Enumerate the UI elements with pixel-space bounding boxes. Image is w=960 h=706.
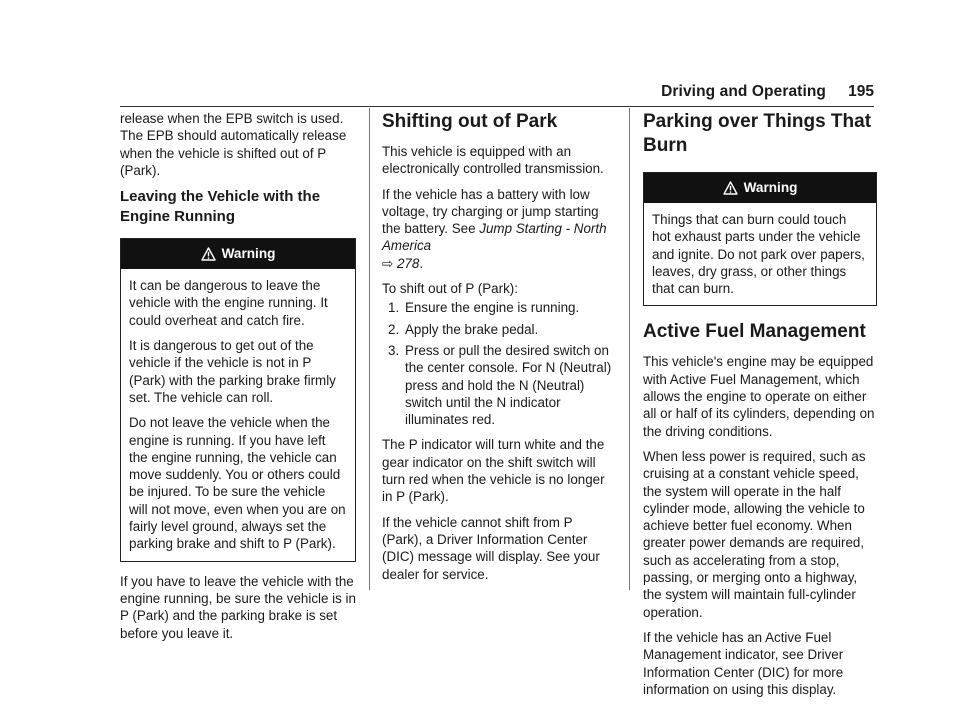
warning-paragraph: Things that can burn could touch hot exhaust parts under the vehicle and ignite. Do not park over papers, leaves, dry grass, or other things that can burn. bbox=[652, 212, 865, 297]
warning-header bbox=[644, 173, 876, 203]
column-right bbox=[643, 110, 877, 706]
list-item: 1. Ensure the engine is running. bbox=[388, 300, 580, 316]
warning-label: Warning bbox=[743, 180, 798, 195]
heading-active-fuel-management: Active Fuel Management bbox=[643, 321, 866, 343]
body-paragraph: This vehicle's engine may be equipped with Active Fuel Management, which allows the engine to operate on either all or half of its cylinders, depending on the driving conditions. bbox=[643, 354, 875, 439]
warning-label: Warning bbox=[221, 246, 276, 262]
column-middle bbox=[382, 110, 616, 591]
body-paragraph: When less power is required, such as cruising at a constant vehicle speed, the system will operate in the half cylinder mode, allowing the vehicle to achieve better fuel economy. When greater power demands are required, such as accelerating from a stop, passing, or merging onto a highway, the system will maintain full-cylinder operation. bbox=[643, 448, 866, 620]
body-paragraph: The P indicator will turn white and the gear indicator on the shift switch will turn red when the vehicle is no longer in P (Park). bbox=[382, 437, 605, 505]
body-paragraph: This vehicle is equipped with an electronically controlled transmission. bbox=[382, 144, 604, 177]
column-divider-1 bbox=[369, 108, 370, 590]
warning-header bbox=[121, 239, 355, 269]
column-left bbox=[120, 110, 356, 650]
warning-paragraph: It is dangerous to get out of the vehicle if the vehicle is not in P (Park) with the parking brake firmly set. The vehicle can roll. bbox=[129, 338, 336, 405]
heading-parking-over-things: Parking over Things That Burn bbox=[643, 111, 872, 156]
warning-box-engine-running bbox=[120, 238, 356, 561]
warning-box-things-that-burn bbox=[643, 172, 877, 306]
page-number: 195 bbox=[848, 83, 874, 100]
header-rule bbox=[120, 106, 874, 107]
body-paragraph-jump-start: If the vehicle has a battery with low voltage, try charging or jump starting the battery. See Jump Starting - North America ⇨ 278. bbox=[382, 186, 607, 271]
steps-list bbox=[382, 299, 616, 428]
body-paragraph: To shift out of P (Park): bbox=[382, 281, 518, 297]
body-paragraph: If the vehicle cannot shift from P (Park), a Driver Information Center (DIC) message will display. See your dealer for service. bbox=[382, 514, 600, 582]
heading-shifting-out-of-park: Shifting out of Park bbox=[382, 111, 558, 132]
intro-paragraph: release when the EPB switch is used. The EPB should automatically release when the vehicle is shifted out of P (Park). bbox=[120, 111, 347, 178]
warning-body bbox=[644, 203, 876, 297]
subheading-leaving-vehicle: Leaving the Vehicle with the Engine Running bbox=[120, 188, 321, 226]
page-ref-number[interactable]: 278 bbox=[396, 255, 420, 271]
list-item: 3. Press or pull the desired switch on the center console. For N (Neutral) press and hold the N (Neutral) switch until the N indicator illuminates red. bbox=[388, 342, 612, 428]
page-ref-arrow-icon: ⇨ bbox=[382, 255, 394, 271]
warning-paragraph: Do not leave the vehicle when the engine is running. If you have left the engine running, the vehicle can move suddenly. You or others could be injured. To be sure the vehicle will not move, even when you are on fairly level ground, always set the parking brake and shift to P (Park). bbox=[129, 415, 346, 552]
warning-icon bbox=[723, 181, 738, 195]
body-paragraph: If you have to leave the vehicle with the engine running, be sure the vehicle is in P (Park) and the parking brake is set before you leave it. bbox=[120, 573, 356, 641]
body-paragraph: If the vehicle has an Active Fuel Management indicator, see Driver Information Center (DIC) for more information on using this display. bbox=[643, 629, 844, 697]
warning-icon bbox=[201, 247, 216, 261]
page-header bbox=[120, 83, 874, 105]
warning-body bbox=[121, 269, 355, 552]
link-jump-starting[interactable]: Jump Starting - North America bbox=[382, 221, 607, 254]
list-item: 2. Apply the brake pedal. bbox=[388, 321, 539, 337]
warning-paragraph: It can be dangerous to leave the vehicle with the engine running. It could overheat and catch fire. bbox=[129, 278, 328, 328]
section-title: Driving and Operating bbox=[661, 83, 826, 100]
column-divider-2 bbox=[629, 108, 630, 590]
